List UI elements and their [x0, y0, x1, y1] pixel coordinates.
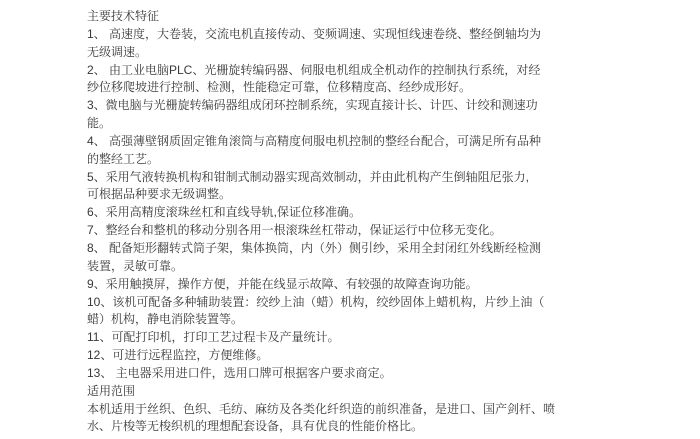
text-line: 12、可进行远程监控，方便维修。 — [87, 348, 269, 363]
text-line: 无级调速。 — [87, 44, 148, 59]
text-line: 蜡）机构，静电消除装置等。 — [87, 312, 244, 327]
text-line: 2、 由工业电脑PLC、光栅旋转编码器、伺服电机组成全机动作的控制执行系统，对经 — [87, 62, 541, 77]
text-line: 9、采用触摸屏，操作方便，并能在线显示故障、有较强的故障查询功能。 — [87, 276, 478, 291]
text-line: 4、 高强薄壁钢质固定锥角滚筒与高精度伺服电机控制的整经台配合，可满足所有品种 — [87, 133, 542, 148]
text-line: 能。 — [87, 116, 112, 131]
text-line: 装置，灵敏可靠。 — [87, 258, 184, 273]
features-section-heading: 主要技术特征 — [87, 9, 160, 23]
text-line: 8、 配备矩形翻转式筒子架，集体换筒，内（外）侧引纱，采用全封闭红外线断经检测 — [87, 240, 542, 255]
scope-section-heading: 适用范围 — [87, 383, 136, 398]
text-line: 本机适用于丝织、色织、毛纺、麻纺及各类化纤织造的前织准备，是进口、国产剑杆、喷 — [87, 401, 556, 416]
text-line: 1、 高速度，大卷装，交流电机直接传动、变频调速、实现恒线速卷绕、整经倒轴均为 — [87, 26, 542, 41]
features-list — [87, 26, 567, 383]
text-line: 的整经工艺。 — [87, 151, 160, 166]
text-line: 13、 主电器采用进口件，选用口牌可根据客户要求商定。 — [87, 365, 392, 380]
text-line: 3、微电脑与光栅旋转编码器组成闭环控制系统，实现直接计长、计匹、计绞和测速功 — [87, 98, 538, 113]
scope-paragraph — [87, 401, 567, 437]
text-line: 5、采用气液转换机构和钳制式制动器实现高效制动，并由此机构产生倒轴阻尼张力, — [87, 169, 530, 184]
text-line: 10、该机可配备多种辅助装置：绞纱上油（蜡）机构，绞纱固体上蜡机构，片纱上油（ — [87, 294, 545, 309]
text-line: 可根据品种要求无级调整。 — [87, 187, 232, 202]
text-line: 11、可配打印机，打印工艺过程卡及产量统计。 — [87, 330, 340, 345]
text-line: 6、采用高精度滚珠丝杠和直线导轨,保证位移准确。 — [87, 205, 362, 220]
document-content — [87, 8, 567, 436]
text-line: 7、整经台和整机的移动分别各用一根滚珠丝杠带动，保证运行中位移无变化。 — [87, 223, 502, 238]
text-line: 水、片梭等无梭织机的理想配套设备，具有优良的性能价格比。 — [87, 419, 424, 434]
text-line: 纱位移爬坡进行控制、检测，性能稳定可靠，位移精度高、经纱成形好。 — [87, 80, 472, 95]
